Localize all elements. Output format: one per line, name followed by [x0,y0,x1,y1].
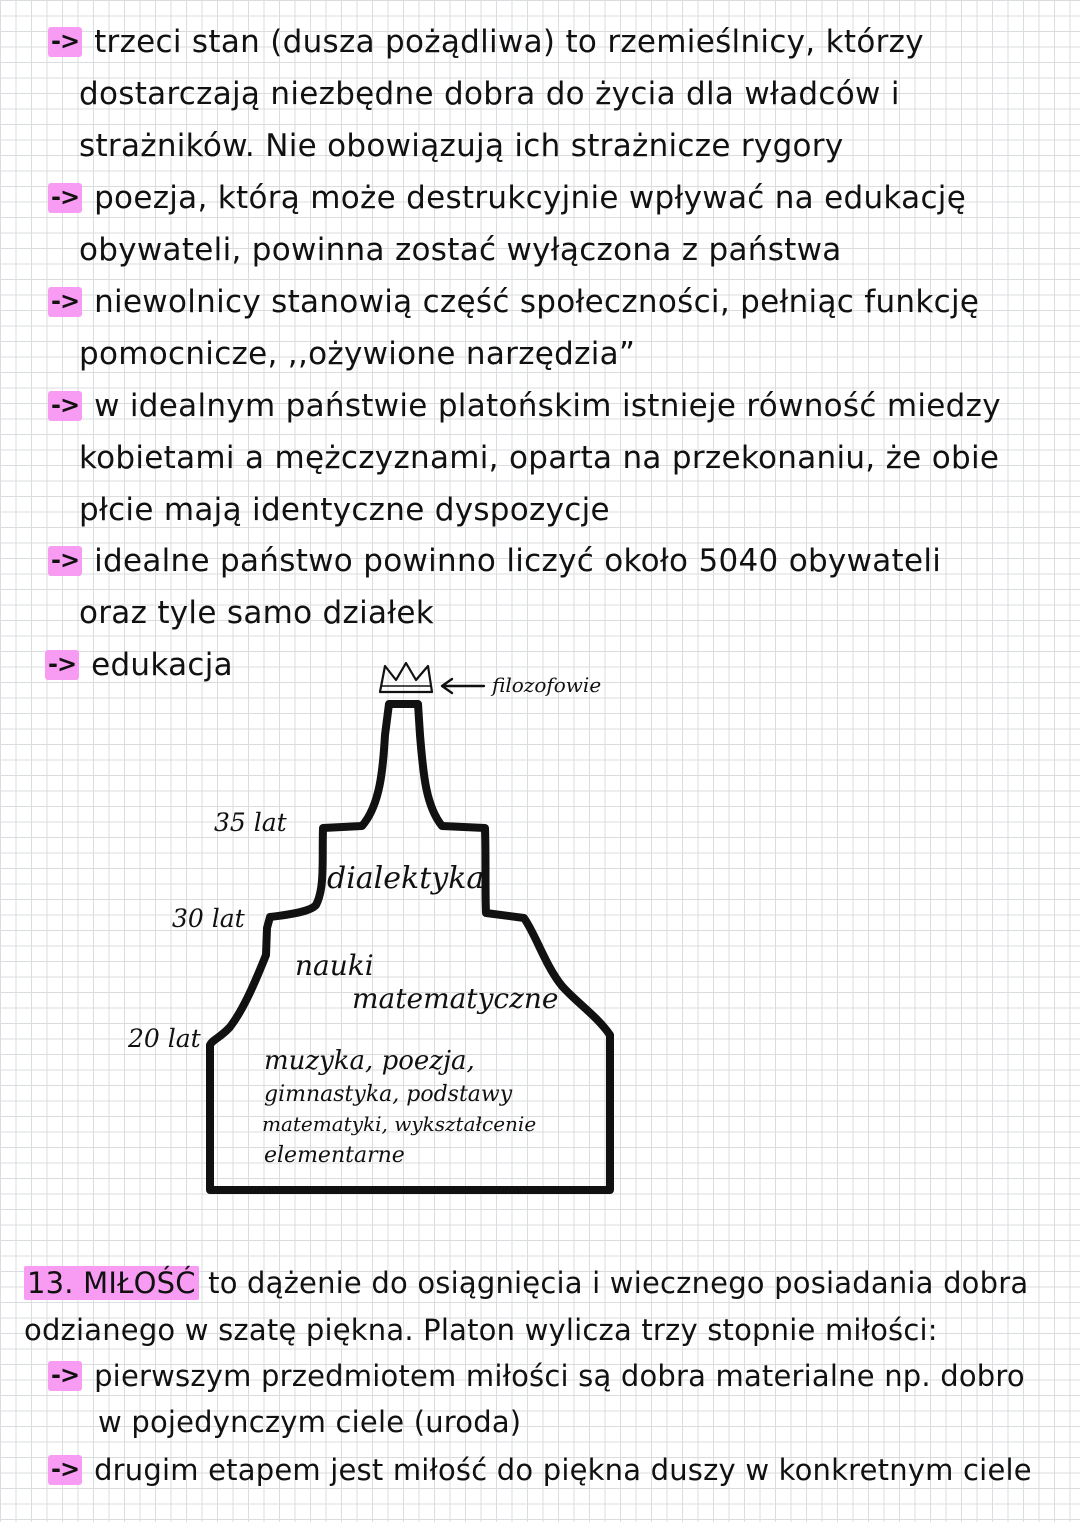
bullet-2-line-2: obywateli, powinna zostać wyłączona z państwa [79,232,842,268]
bullet-3-line-2: pomocnicze, ,,ożywione narzędzia” [79,336,636,372]
arrow-icon: -> [48,391,82,421]
left-arrow-icon [442,679,484,693]
arrow-icon: -> [48,546,82,576]
bullet-5-line-2: oraz tyle samo działek [79,595,435,631]
stage-math-line-2: matematyczne [352,982,559,1015]
arrow-icon: -> [48,1361,82,1391]
bullet-text: trzeci stan (dusza pożądliwa) to rzemieślnicy, którzy [94,24,924,60]
section-13-intro-text: to dążenie do osiągnięcia i wiecznego posiadania dobra [198,1266,1029,1300]
bullet-1-line-1 [48,22,924,62]
bullet-text: w idealnym państwie platońskim istnieje równość miedzy [94,388,1001,424]
age-label-35: 35 lat [214,808,287,837]
section-13-intro-line-1 [24,1263,1028,1303]
arrow-icon: -> [48,183,82,213]
bullet-text: pierwszym przedmiotem miłości są dobra materialne np. dobro [94,1359,1025,1393]
age-label-20: 20 lat [128,1024,201,1053]
stage-basic-line-2: gimnastyka, podstawy [264,1082,513,1107]
arrow-icon: -> [48,1455,82,1485]
crown-icon [380,663,432,692]
bullet-3-line-1 [48,282,979,322]
stage-basic-line-1: muzyka, poezja, [264,1046,475,1076]
bullet-4-line-2: kobietami a mężczyznami, oparta na przekonaniu, że obie [79,440,1000,476]
stage-basic-line-3: matematyki, wykształcenie [262,1112,537,1136]
bullet-1-line-3: strażników. Nie obowiązują ich strażnicze rygory [79,128,844,164]
stage-math-line-1: nauki [295,949,374,982]
bullet-5-line-1 [48,541,941,581]
bullet-2-line-1 [48,178,966,218]
bullet-1-line-2: dostarczają niezbędne dobra do życia dla władców i [79,76,900,112]
stage-dialectics: dialektyka [327,861,485,896]
bullet-4-line-3: płcie mają identyczne dyspozycje [79,492,610,528]
bullet-text: drugim etapem jest miłość do piękna duszy w konkretnym ciele [94,1453,1032,1487]
section-13-heading: 13. MIŁOŚĆ [24,1266,199,1300]
arrow-icon: -> [48,27,82,57]
education-bottle-outline [210,704,610,1190]
bullet-text: edukacja [91,647,233,683]
bullet-6-line-1 [45,645,233,685]
section-13-bullet-2-line-1 [48,1450,1032,1490]
bullet-text: niewolnicy stanowią część społeczności, pełniąc funkcję [94,284,980,320]
bullet-text: poezja, którą może destrukcyjnie wpływać na edukację [94,180,967,216]
section-13-bullet-1-line-1 [48,1356,1025,1396]
bullet-text: idealne państwo powinno liczyć około 5040 obywateli [94,543,942,579]
section-13-intro-line-2: odzianego w szatę piękna. Platon wylicza trzy stopnie miłości: [24,1313,938,1347]
arrow-icon: -> [45,650,79,680]
bullet-4-line-1 [48,386,1001,426]
section-13-bullet-1-line-2: w pojedynczym ciele (uroda) [98,1405,522,1439]
stage-basic-line-4: elementarne [264,1143,405,1168]
crown-label: filozofowie [492,673,602,697]
age-label-30: 30 lat [172,904,245,933]
arrow-icon: -> [48,287,82,317]
